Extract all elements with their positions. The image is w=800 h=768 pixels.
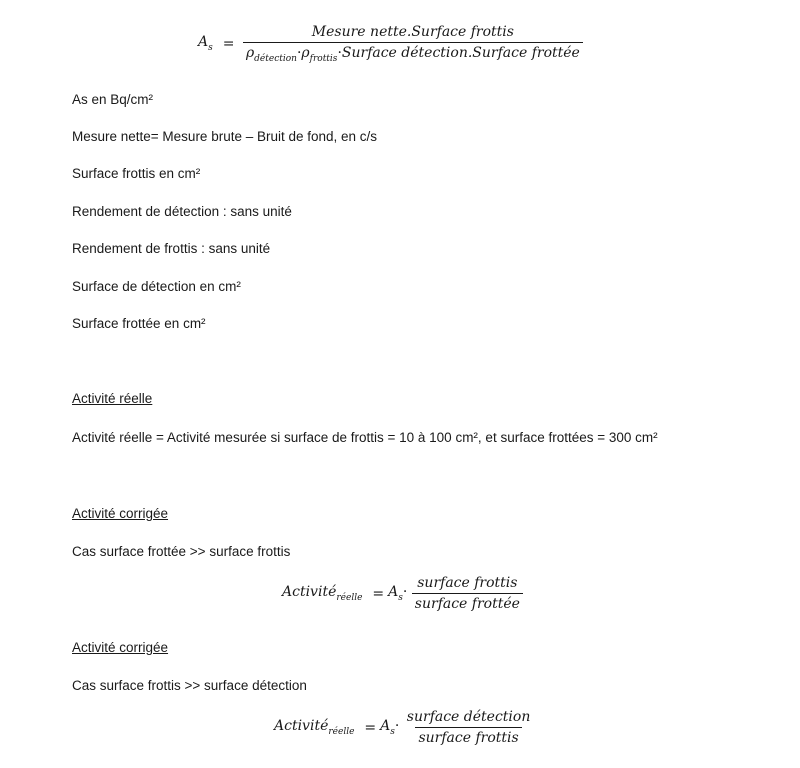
- equals-sign: =: [372, 585, 385, 602]
- formula-2-as: $A_s\cdot$: [380, 718, 400, 737]
- definition-as-unit: As en Bq/cm²: [72, 92, 154, 107]
- case-frottee-vs-frottis: Cas surface frottée >> surface frottis: [72, 544, 291, 559]
- formula-1-numerator: surface frottis: [417, 575, 518, 591]
- equals-sign: =: [222, 35, 235, 52]
- heading-activite-corrigee-2: Activité corrigée: [72, 640, 169, 655]
- definition-surface-detection: Surface de détection en cm²: [72, 279, 241, 294]
- formula-as-denominator: $\rho_{détection}\cdot\rho_{frottis}\cdot Surface$ détection.Surface frottée: [243, 42, 583, 64]
- formula-2-fraction: [404, 709, 534, 746]
- formula-as-lhs: $A_s$: [198, 34, 213, 54]
- heading-activite-reelle: Activité réelle: [72, 391, 153, 406]
- formula-1-as: $A_s\cdot$: [388, 584, 408, 603]
- formula-2-lhs: Activité$_{réelle}$: [274, 718, 355, 737]
- case-frottis-vs-detection: Cas surface frottis >> surface détection: [72, 678, 307, 693]
- formula-activite-reelle-1: [282, 575, 523, 612]
- formula-2-denominator: surface frottis: [415, 727, 521, 746]
- formula-2-numerator: surface détection: [406, 709, 531, 725]
- formula-as: [198, 24, 583, 64]
- definition-surface-frottee: Surface frottée en cm²: [72, 316, 206, 331]
- definition-surface-frottis: Surface frottis en cm²: [72, 166, 201, 181]
- activite-reelle-text: Activité réelle = Activité mesurée si surface de frottis = 10 à 100 cm², et surface frottées = 300 cm²: [72, 430, 658, 445]
- formula-1-denominator: surface frottée: [412, 593, 523, 612]
- definition-rendement-detection: Rendement de détection : sans unité: [72, 204, 292, 219]
- formula-activite-reelle-2: [274, 709, 533, 746]
- formula-1-lhs: Activité$_{réelle}$: [282, 584, 363, 603]
- formula-as-numerator: Mesure nette.Surface frottis: [311, 24, 514, 40]
- formula-as-fraction: [243, 24, 583, 64]
- definition-rendement-frottis: Rendement de frottis : sans unité: [72, 241, 271, 256]
- heading-activite-corrigee-1: Activité corrigée: [72, 506, 169, 521]
- equals-sign: =: [364, 719, 377, 736]
- formula-1-fraction: [412, 575, 523, 612]
- definition-mesure-nette: Mesure nette= Mesure brute – Bruit de fond, en c/s: [72, 129, 378, 144]
